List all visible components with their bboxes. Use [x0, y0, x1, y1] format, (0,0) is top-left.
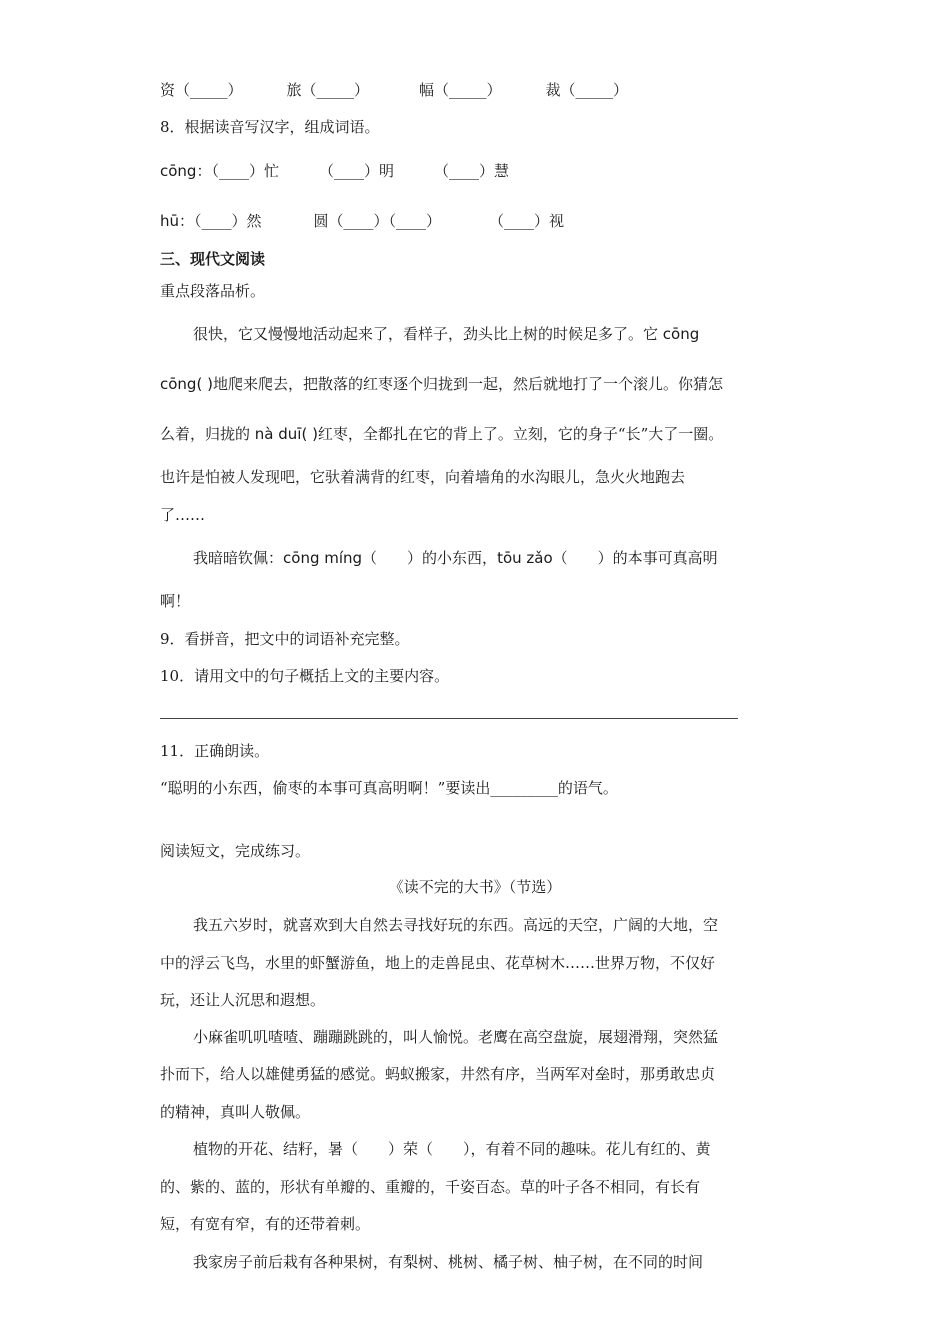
q7-item: 裁（_____）: [545, 81, 629, 99]
q10-answer-line[interactable]: [160, 718, 738, 719]
q7-item: 旅（_____）: [286, 81, 370, 99]
q7-item: 幅（_____）: [419, 81, 502, 99]
passage-line-1: 很快，它又慢慢地活动起来了，看样子，劲头比上树的时候足多了。它 cōng: [193, 325, 700, 343]
passage-line-4: 也许是怕被人发现吧，它驮着满背的红枣，向着墙角的水沟眼儿，急火火地跑去: [160, 468, 686, 486]
pinyin-congming: cōng míng: [283, 549, 363, 567]
pinyin-naduì-blank: nà duī( ): [254, 425, 318, 443]
reading2-title: 《读不完的大书》（节选）: [388, 878, 562, 896]
section3-heading: 三、现代文阅读: [160, 250, 266, 268]
q8-hu-item: 圆（____）（____）: [313, 212, 442, 230]
p4-line: 我家房子前后栽有各种果树，有梨树、桃树、橘子树、柚子树，在不同的时间: [193, 1253, 704, 1271]
q8-hu-item: （____）然: [194, 212, 262, 230]
q8-title: 8．根据读音写汉字，组成词语。: [160, 118, 380, 136]
q8-cong-row: [160, 161, 509, 181]
p2-line: 小麻雀叽叽喳喳、蹦蹦跳跳的，叫人愉悦。老鹰在高空盘旋，展翅滑翔，突然猛: [193, 1028, 719, 1046]
q8-hu-row: [160, 211, 564, 231]
passage-line-7: 啊！: [160, 592, 191, 610]
p2-line: 扑而下，给人以雄健勇猛的感觉。蚂蚁搬家，井然有序，当两军对垒时，那勇敢忠贞: [160, 1065, 716, 1083]
q11-question: “聪明的小东西，偷枣的本事可真高明啊！”要读出_________的语气。: [160, 779, 618, 797]
p3-line: 植物的开花、结籽，暑（ ）荣（ ），有着不同的趣味。花儿有红的、黄: [193, 1140, 711, 1158]
reading2-intro: 阅读短文，完成练习。: [160, 842, 311, 860]
passage-line-5: 了……: [160, 506, 206, 524]
q8-cong-pinyin: cōng：: [160, 162, 212, 180]
q7-item: 资（_____）: [160, 81, 243, 99]
q10: 10．请用文中的句子概括上文的主要内容。: [160, 667, 450, 685]
q11: 11．正确朗读。: [160, 742, 270, 760]
p2-line: 的精神，真叫人敬佩。: [160, 1103, 311, 1121]
q8-cong-item: （____）慧: [433, 162, 509, 180]
passage-line-3: 么着，归拢的 nà duī( )红枣，全都扎在它的背上了。立刻，它的身子“长”大了一圈。: [160, 425, 724, 443]
p1-line: 玩，还让人沉思和遐想。: [160, 991, 326, 1009]
pinyin-cong-blank: cōng( ): [160, 375, 213, 393]
q8-hu-pinyin: hū：: [160, 212, 195, 230]
passage-line-6: 我暗暗钦佩：cōng míng（ ）的小东西，tōu zǎo（ ）的本事可真高明: [193, 549, 718, 567]
pinyin-touzao: tōu zǎo: [497, 549, 553, 567]
q7-answer-row: [160, 80, 628, 100]
q8-hu-item: （____）视: [489, 212, 565, 230]
p1-line: 中的浮云飞鸟，水里的虾蟹游鱼，地上的走兽昆虫、花草树木……世界万物，不仅好: [160, 954, 716, 972]
pinyin-cong: cōng: [662, 325, 700, 343]
q8-cong-item: （____）忙: [211, 162, 279, 180]
p3-line: 的、紫的、蓝的，形状有单瓣的、重瓣的，千姿百态。草的叶子各不相同，有长有: [160, 1178, 701, 1196]
q9: 9．看拼音，把文中的词语补充完整。: [160, 630, 410, 648]
section3-subheading: 重点段落品析。: [160, 282, 266, 300]
passage-line-2: cōng( )地爬来爬去，把散落的红枣逐个归拢到一起，然后就地打了一个滚儿。你猜怎: [160, 375, 723, 393]
p1-line: 我五六岁时，就喜欢到大自然去寻找好玩的东西。高远的天空，广阔的大地，空: [193, 916, 719, 934]
p3-line: 短，有宽有窄，有的还带着刺。: [160, 1215, 371, 1233]
q8-cong-item: （____）明: [318, 162, 394, 180]
